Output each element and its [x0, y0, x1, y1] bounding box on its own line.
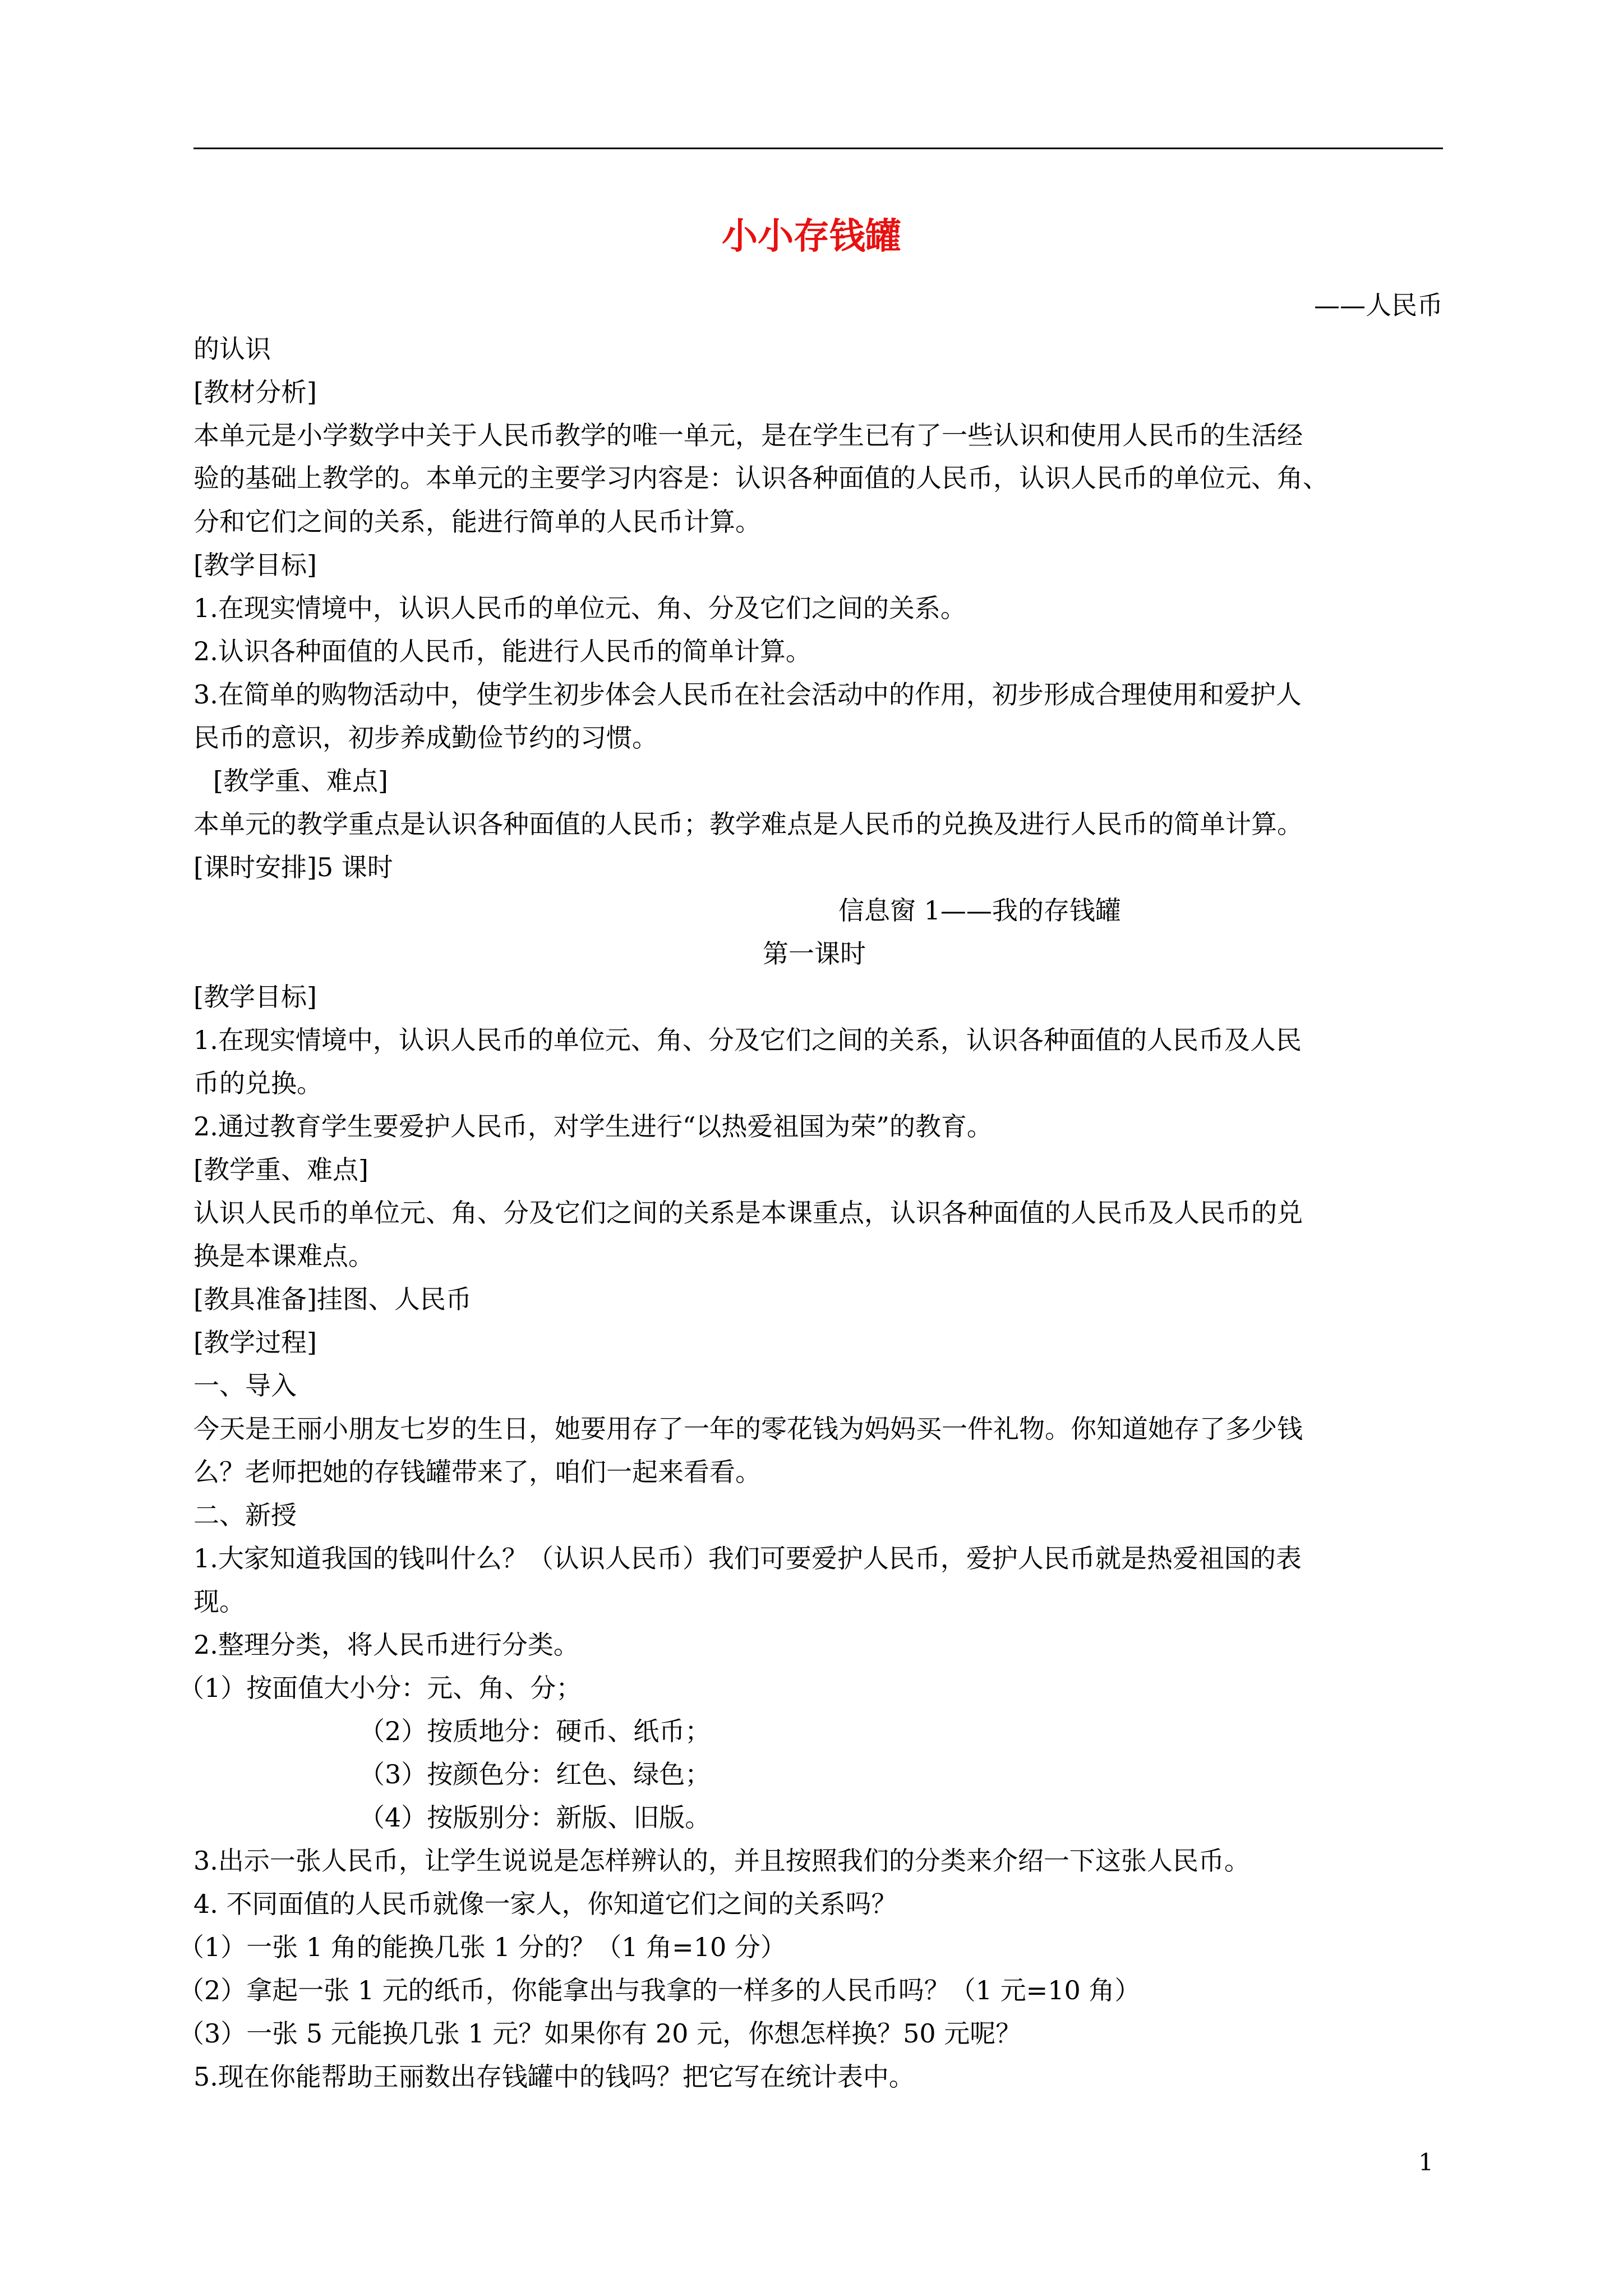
- section-heading: [教具准备]挂图、人民币: [193, 1284, 472, 1314]
- lesson-subheading: 第一课时: [763, 938, 866, 969]
- paragraph-line: 么？老师把她的存钱罐带来了，咱们一起来看看。: [193, 1457, 761, 1487]
- sub-list-item: （3）一张 5 元能换几张 1 元？如果你有 20 元，你想怎样换？50 元呢？: [178, 2018, 1022, 2049]
- paragraph-line: 本单元的教学重点是认识各种面值的人民币；教学难点是人民币的兑换及进行人民币的简单计算。: [193, 809, 1303, 839]
- paragraph-line: 今天是王丽小朋友七岁的生日，她要用存了一年的零花钱为妈妈买一件礼物。你知道她存了多少钱: [193, 1414, 1303, 1444]
- sub-list-item: （4）按版别分：新版、旧版。: [359, 1802, 711, 1833]
- list-item: 3.出示一张人民币，让学生说说是怎样辨认的，并且按照我们的分类来介绍一下这张人民币。: [193, 1846, 1250, 1876]
- lesson-heading: 信息窗 1——我的存钱罐: [838, 895, 1121, 926]
- sub-list-item: （1）一张 1 角的能换几张 1 分的？（1 角=10 分）: [178, 1932, 786, 1962]
- list-item: 1.在现实情境中，认识人民币的单位元、角、分及它们之间的关系，认识各种面值的人民币及人民: [193, 1025, 1302, 1055]
- section-heading: [教学目标]: [193, 982, 317, 1012]
- header-rule: [193, 148, 1443, 149]
- sub-list-item: （1）按面值大小分：元、角、分；: [178, 1673, 582, 1703]
- section-heading: [教学重、难点]: [213, 766, 388, 796]
- paragraph-line: 认识人民币的单位元、角、分及它们之间的关系是本课重点，认识各种面值的人民币及人民币的兑: [193, 1198, 1303, 1228]
- list-item: 币的兑换。: [193, 1068, 322, 1098]
- list-item: 4. 不同面值的人民币就像一家人，你知道它们之间的关系吗？: [193, 1889, 897, 1919]
- list-item: 3.在简单的购物活动中，使学生初步体会人民币在社会活动中的作用，初步形成合理使用和爱护人: [193, 679, 1302, 710]
- subsection-heading: 一、导入: [193, 1370, 297, 1401]
- list-item: 2.认识各种面值的人民币，能进行人民币的简单计算。: [193, 636, 811, 666]
- subtitle-line-1: ——人民币: [1314, 290, 1443, 320]
- sub-list-item: （2）按质地分：硬币、纸币；: [359, 1716, 711, 1746]
- list-item: 2.通过教育学生要爱护人民币，对学生进行“以热爱祖国为荣”的教育。: [193, 1111, 993, 1142]
- paragraph-line: 验的基础上教学的。本单元的主要学习内容是：认识各种面值的人民币，认识人民币的单位元、角、: [193, 463, 1329, 493]
- section-heading: [教学目标]: [193, 550, 317, 580]
- paragraph-line: 本单元是小学数学中关于人民币教学的唯一单元，是在学生已有了一些认识和使用人民币的生活经: [193, 420, 1303, 450]
- section-heading: [教材分析]: [193, 377, 317, 407]
- list-item: 5.现在你能帮助王丽数出存钱罐中的钱吗？把它写在统计表中。: [193, 2062, 915, 2092]
- document-title: 小小存钱罐: [722, 215, 901, 257]
- section-heading: [课时安排]5 课时: [193, 852, 393, 882]
- list-item: 1.在现实情境中，认识人民币的单位元、角、分及它们之间的关系。: [193, 593, 966, 623]
- sub-list-item: （2）拿起一张 1 元的纸币，你能拿出与我拿的一样多的人民币吗？（1 元=10 角）: [178, 1975, 1141, 2005]
- section-heading: [教学过程]: [193, 1327, 317, 1358]
- list-item: 1.大家知道我国的钱叫什么？（认识人民币）我们可要爱护人民币，爱护人民币就是热爱祖国的表: [193, 1543, 1302, 1573]
- page-number: 1: [1418, 2148, 1433, 2176]
- section-heading: [教学重、难点]: [193, 1154, 368, 1185]
- subtitle-line-2: 的认识: [193, 334, 271, 364]
- paragraph-line: 分和它们之间的关系，能进行简单的人民币计算。: [193, 507, 761, 537]
- subsection-heading: 二、新授: [193, 1500, 297, 1530]
- list-item: 民币的意识，初步养成勤俭节约的习惯。: [193, 723, 658, 753]
- list-item: 现。: [193, 1586, 245, 1617]
- list-item: 2.整理分类，将人民币进行分类。: [193, 1630, 579, 1660]
- sub-list-item: （3）按颜色分：红色、绿色；: [359, 1759, 711, 1789]
- paragraph-line: 换是本课难点。: [193, 1241, 374, 1271]
